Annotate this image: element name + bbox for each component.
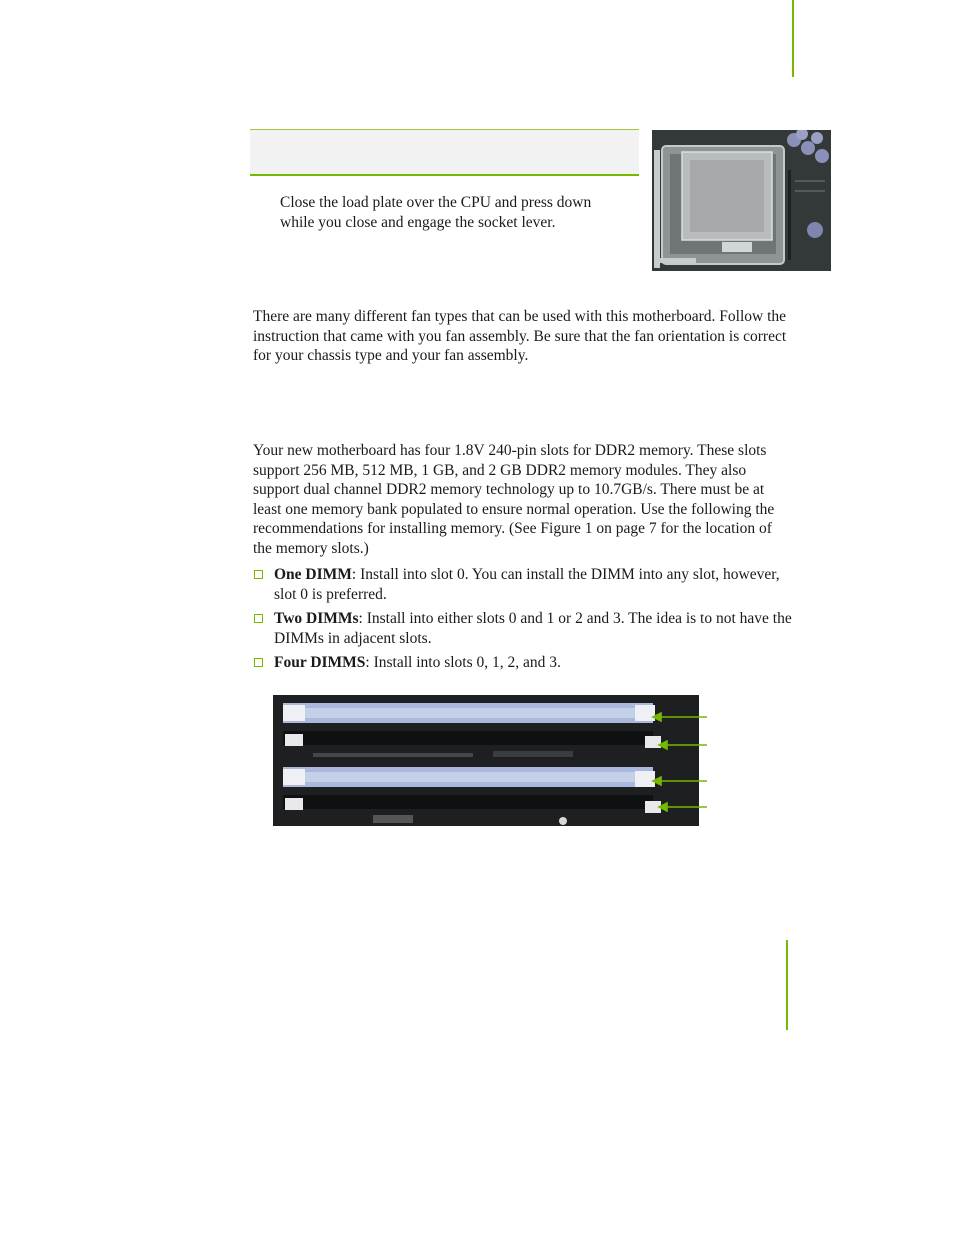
- list-item: [253, 565, 793, 604]
- dimm-install-list: [253, 565, 793, 678]
- list-item-term: Two DIMMs: [274, 610, 359, 627]
- checkbox-bullet-icon: [254, 658, 263, 667]
- checkbox-bullet-icon: [254, 570, 263, 579]
- accent-rule-bottom: [786, 940, 788, 1030]
- checkbox-bullet-icon: [254, 614, 263, 623]
- list-item: [253, 609, 793, 648]
- list-item-text: : Install into slot 0. You can install the DIMM into any slot, however, slot 0 is preferred.: [274, 566, 780, 603]
- memory-paragraph: Your new motherboard has four 1.8V 240-pin slots for DDR2 memory. These slots support 256 MB, 512 MB, 1 GB, and 2 GB DDR2 memory modules. They also support dual channel DDR2 memory technology up to 10.7GB/s. There must be at least one memory bank populated to ensure normal operation. Use the following the recommendations for installing memory. (See Figure 1 on page 7 for the location of the memory slots.): [253, 442, 775, 557]
- list-item-term: Four DIMMS: [274, 654, 366, 671]
- list-item-text: : Install into slots 0, 1, 2, and 3.: [365, 654, 561, 671]
- step-heading-box: [250, 129, 639, 176]
- list-item-text: : Install into either slots 0 and 1 or 2 and 3. The idea is to not have the DIMMs in adjacent slots.: [274, 610, 792, 647]
- list-item: [253, 653, 793, 673]
- list-item-term: One DIMM: [274, 566, 352, 583]
- cpu-socket-photo: [652, 130, 831, 271]
- fan-paragraph: There are many different fan types that can be used with this motherboard. Follow the instruction that came with you fan assembly. Be sure that the fan orientation is correct for your chassis type and your fan assembly.: [253, 308, 787, 364]
- step-instruction: Close the load plate over the CPU and press down while you close and engage the socket lever.: [280, 194, 592, 231]
- accent-rule-top: [792, 0, 794, 77]
- memory-slots-photo: [273, 695, 709, 826]
